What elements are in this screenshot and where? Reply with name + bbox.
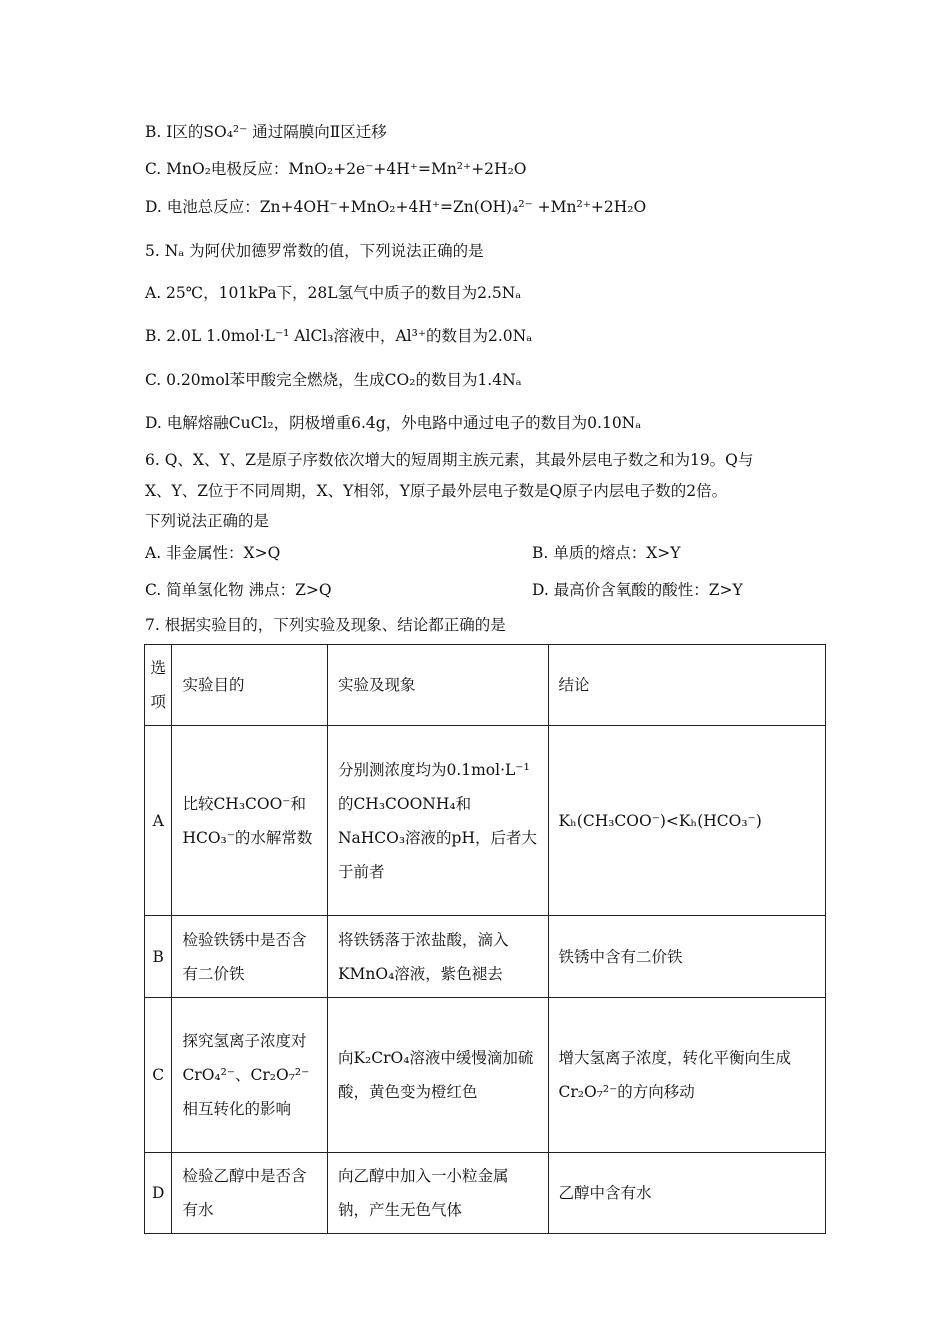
row-conclusion: Kₕ(CH₃COO⁻)<Kₕ(HCO₃⁻) — [548, 726, 826, 916]
q5-option-a: A. 25℃，101kPa下，28L氢气中质子的数目为2.5Nₐ — [145, 284, 522, 302]
row-purpose: 比较CH₃COO⁻和HCO₃⁻的水解常数 — [172, 726, 328, 916]
option-c-line: C. MnO₂电极反应：MnO₂+2e⁻+4H⁺=Mn²⁺+2H₂O — [145, 160, 527, 178]
row-option: C — [145, 998, 172, 1153]
row-procedure: 分别测浓度均为0.1mol·L⁻¹的CH₃COONH₄和NaHCO₃溶液的pH，后者大于前者 — [327, 726, 548, 916]
table-row — [145, 916, 826, 998]
row-conclusion: 增大氢离子浓度，转化平衡向生成Cr₂O₇²⁻的方向移动 — [548, 998, 826, 1153]
row-conclusion: 乙醇中含有水 — [548, 1153, 826, 1234]
experiment-table — [144, 644, 826, 1234]
q6-stem-3: 下列说法正确的是 — [145, 512, 270, 530]
row-procedure: 向乙醇中加入一小粒金属钠，产生无色气体 — [327, 1153, 548, 1234]
q6-option-b: B. 单质的熔点：X>Y — [532, 544, 681, 562]
q6-stem-1: 6. Q、X、Y、Z是原子序数依次增大的短周期主族元素，其最外层电子数之和为19。Q与 — [145, 451, 754, 469]
table-row — [145, 726, 826, 916]
header-procedure: 实验及现象 — [327, 645, 548, 726]
row-option: D — [145, 1153, 172, 1234]
option-d-line: D. 电池总反应：Zn+4OH⁻+MnO₂+4H⁺=Zn(OH)₄²⁻ +Mn²⁺+2H₂O — [145, 198, 647, 216]
header-option: 选项 — [145, 645, 172, 726]
row-option: A — [145, 726, 172, 916]
table-row — [145, 1153, 826, 1234]
q5-option-c: C. 0.20mol苯甲酸完全燃烧，生成CO₂的数目为1.4Nₐ — [145, 371, 522, 389]
option-b-line: B. Ⅰ区的SO₄²⁻ 通过隔膜向Ⅱ区迁移 — [145, 123, 387, 141]
header-conclusion: 结论 — [548, 645, 826, 726]
q6-option-a: A. 非金属性：X>Q — [145, 544, 281, 562]
row-conclusion: 铁锈中含有二价铁 — [548, 916, 826, 998]
row-purpose: 检验铁锈中是否含有二价铁 — [172, 916, 328, 998]
row-purpose: 探究氢离子浓度对CrO₄²⁻、Cr₂O₇²⁻相互转化的影响 — [172, 998, 328, 1153]
q6-stem-2: X、Y、Z位于不同周期，X、Y相邻，Y原子最外层电子数是Q原子内层电子数的2倍。 — [145, 482, 728, 500]
table-row — [145, 998, 826, 1153]
row-procedure: 向K₂CrO₄溶液中缓慢滴加硫酸，黄色变为橙红色 — [327, 998, 548, 1153]
q6-option-c: C. 简单氢化物 沸点：Z>Q — [145, 581, 332, 599]
table-header-row — [145, 645, 826, 726]
q7-stem: 7. 根据实验目的，下列实验及现象、结论都正确的是 — [145, 616, 506, 634]
row-purpose: 检验乙醇中是否含有水 — [172, 1153, 328, 1234]
q5-option-d: D. 电解熔融CuCl₂，阴极增重6.4g，外电路中通过电子的数目为0.10Nₐ — [145, 414, 642, 432]
q6-option-d: D. 最高价含氧酸的酸性：Z>Y — [532, 581, 743, 599]
header-purpose: 实验目的 — [172, 645, 328, 726]
row-option: B — [145, 916, 172, 998]
q5-stem: 5. Nₐ 为阿伏加德罗常数的值，下列说法正确的是 — [145, 242, 484, 260]
q5-option-b: B. 2.0L 1.0mol·L⁻¹ AlCl₃溶液中，Al³⁺的数目为2.0Nₐ — [145, 327, 533, 345]
row-procedure: 将铁锈落于浓盐酸，滴入KMnO₄溶液，紫色褪去 — [327, 916, 548, 998]
